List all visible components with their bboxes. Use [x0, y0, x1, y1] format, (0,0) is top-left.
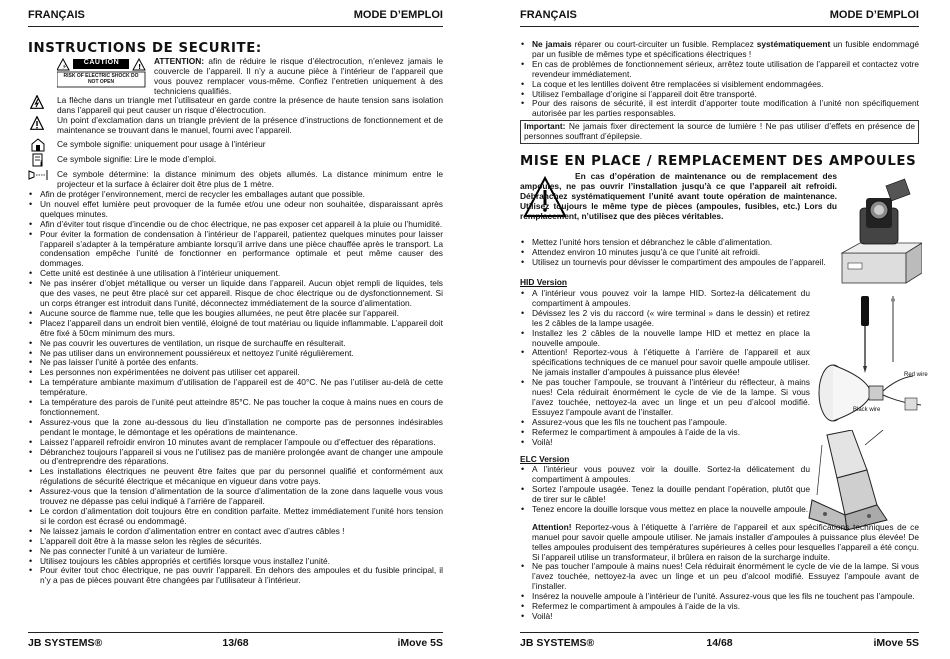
hid-lamp-illustration [813, 358, 923, 433]
minimum-distance-icon [28, 168, 50, 186]
footer-brand: JB SYSTEMS® [28, 637, 103, 649]
section-title: INSTRUCTIONS DE SECURITE: [28, 41, 262, 56]
black-wire-label: Black wire [853, 407, 881, 413]
list-item: • En cas de problèmes de fonctionnement sérieux, arrêtez toute utilisation de l’appareil et contactez votre revendeur immédiatement. [520, 60, 919, 80]
list-item: • Refermez le compartiment à ampoules à l’aide de la vis. [520, 602, 919, 612]
important-label: Important: [524, 121, 566, 132]
list-item: • Pour éviter tout choc électrique, ne pas ouvrir l’appareil. En dehors des ampoules et du fusible principal, il n’y a pas de pièces pouvant être changées par l’utilisateur à l’intérieur. [28, 566, 443, 586]
header-language: FRANÇAIS [520, 9, 577, 21]
list-item: • Sortez l’ampoule usagée. Tenez la douille pendant l’opération, plutôt que de tirer sur le câble! [520, 485, 810, 505]
caution-label: CAUTION [83, 59, 120, 66]
page-footer [520, 632, 919, 649]
elc-bullet-list [520, 465, 810, 515]
page-header [28, 9, 443, 27]
list-item: • Ne pas utiliser dans un environnement poussiéreux et nettoyez l’unité régulièrement. [28, 349, 443, 359]
safety-bullet-list [28, 190, 443, 586]
caution-subtext: RISK OF ELECTRIC SHOCK DO NOT OPEN [63, 73, 139, 85]
list-item: • Assurez-vous que la tension d’alimentation de la source d’alimentation de la zone dans laquelle vous vous trouvez ne dépasse pas celui indiqué à l’arrière de l’appareil. [28, 487, 443, 507]
attention-paragraph [154, 57, 443, 97]
elc-attention-label: Attention! [532, 522, 572, 532]
list-item: • Ne pas toucher l’ampoule, se trouvant à l’intérieur du réflecteur, à mains nues! Cela réduirait énormément le cycle de vie de la lampe. Si vous l’avez touchée, nettoyez-la avec un linge et un peu d’alcool modifié. Essuyez l’ampoule avant de l’installer. [520, 378, 810, 418]
list-item: • Voilà! [520, 612, 919, 622]
list-item: • Assurez-vous que la zone au-dessous du lieu d’installation ne comporte pas de personnes indésirables pendant le montage, le démontage et les opérations de maintenance. [28, 418, 443, 438]
list-item: • Utilisez un tournevis pour dévisser le compartiment des ampoules de l’appareil. [520, 258, 837, 268]
list-item: • Attention! Reportez-vous à l’étiquette à l’arrière de l’appareil et aux spécifications techniques de ce manuel pour savoir quelle ampoule utiliser. Ne jamais installer d’ampoules à puissance plus élevée! [520, 348, 810, 378]
header-section: MODE D’EMPLOI [829, 9, 919, 21]
footer-page-number: 13/68 [222, 637, 249, 649]
list-item: • Mettez l’unité hors tension et débranchez le câble d’alimentation. [520, 238, 837, 248]
list-item: • Le cordon d’alimentation doit toujours être en condition parfaite. Mettez immédiatement l’unité hors tension si le cordon est écrasé ou endommagé. [28, 507, 443, 527]
indoor-symbol-text: Ce symbole signifie: uniquement pour usage à l’intérieur [57, 139, 266, 149]
header-section: MODE D’EMPLOI [353, 9, 443, 21]
list-item: • A l’intérieur vous pouvez voir la lampe HID. Sortez-la délicatement du compartiment à ampoules. [520, 289, 810, 309]
page-header [520, 9, 919, 27]
list-item: • Laissez l’appareil refroidir environ 10 minutes avant de remplacer l’ampoule ou d’effectuer des réparations. [28, 438, 443, 448]
list-item: • La température des parois de l’unité peut atteindre 85°C. Ne pas toucher la coque à mains nues en cours de fonctionnement. [28, 398, 443, 418]
maintenance-warning: En cas d’opération de maintenance ou de remplacement des ampoules, ne pas ouvrir l’installation jusqu’à ce que l’appareil ait refroidi. Débranchez systématiquement l’unité avant toute opération de maintenance. Utilisez toujours le même type de pièces (ampoules, fusibles, etc.) Lors du remplacement, n’utilisez que des pièces véritables. [520, 171, 837, 221]
list-item: • Les installations électriques ne peuvent être faites que par du personnel qualifié et conformément aux régulations de sécurité électrique et mécanique en vigueur dans votre pays. [28, 467, 443, 487]
list-item: • La coque et les lentilles doivent être remplacées si visiblement endommagées. [520, 80, 919, 90]
page-footer [28, 632, 443, 649]
footer-page-number: 14/68 [706, 637, 733, 649]
list-item: • Ne pas connecter l’unité à un variateur de lumière. [28, 547, 443, 557]
footer-brand: JB SYSTEMS® [520, 637, 595, 649]
list-item: • Cette unité est destinée à une utilisation à l’intérieur uniquement. [28, 269, 443, 279]
elc-version-title: ELC Version [520, 454, 570, 464]
elc-attention-paragraph: Attention! Reportez-vous à l’étiquette à l’arrière de l’appareil et aux spécifications techniques de ce manuel pour savoir quelle ampoule utiliser. Ne jamais installer d’ampoules à puissance plus élevée! De telles ampoules produisent des températures supérieures à celles pour lesquelles l’appareil a été conçu. Si l’appareil utilise un transformateur, il brûlera en raison de la surcharge induite. [532, 522, 919, 562]
list-item: • La température ambiante maximum d’utilisation de l’appareil est de 40°C. Ne pas l’utiliser au-delà de cette température. [28, 378, 443, 398]
section-title-lamps: MISE EN PLACE / REMPLACEMENT DES AMPOULES [520, 154, 917, 169]
list-item: • Dévissez les 2 vis du raccord (« wire terminal » dans le dessin) et retirez les 2 câbles de la lampe usagée. [520, 309, 810, 329]
list-item: • Débranchez toujours l’appareil si vous ne l’utilisez pas de manière prolongée avant de changer une ampoule ou d’entreprendre des réparations. [28, 448, 443, 468]
list-item: • Les personnes non expérimentées ne doivent pas utiliser cet appareil. [28, 368, 443, 378]
list-item: • Un nouvel effet lumière peut provoquer de la fumée et/ou une odeur non souhaitée, disparaissant après quelques minutes. [28, 200, 443, 220]
list-item: • Ne pas couvrir les ouvertures de ventilation, un risque de surchauffe en résulterait. [28, 339, 443, 349]
list-item: • Installez les 2 câbles de la nouvelle lampe HID et mettez en place la nouvelle ampoule. [520, 329, 810, 349]
header-language: FRANÇAIS [28, 9, 85, 21]
list-item: • Utilisez toujours les câbles appropriés et certifiés lorsque vous installez l’unité. [28, 557, 443, 567]
hid-version-title: HID Version [520, 277, 568, 287]
manual-symbol-text: Ce symbole signifie: Lire le mode d’emploi. [57, 154, 217, 164]
list-item: • L’appareil doit être à la masse selon les règles de sécurités. [28, 537, 443, 547]
svg-text:⚡: ⚡ [62, 63, 67, 71]
hid-bullet-list [520, 289, 810, 448]
svg-text:i: i [40, 160, 43, 167]
moving-head-illustration [840, 178, 922, 295]
important-text: Ne jamais fixer directement la source de lumière ! Ne pas utiliser d’effets en présence de personnes souffrant d’épilepsie. [524, 121, 915, 142]
list-item: • Ne jamais réparer ou court-circuiter un fusible. Remplacez systématiquement un fusible endommagé par un fusible de mêmes type et spécifications électriques ! [520, 40, 919, 60]
elc-bullet-list-2 [520, 562, 919, 621]
attention-label: ATTENTION: [154, 56, 205, 66]
top-bullet-list [520, 40, 919, 144]
list-item: • Attendez environ 10 minutes jusqu’à ce que l’unité ait refroidi. [520, 248, 837, 258]
list-item: • Ne laissez jamais le cordon d’alimentation entrer en contact avec d’autres câbles ! [28, 527, 443, 537]
list-item: • Ne pas laisser l’unité à portée des enfants. [28, 358, 443, 368]
footer-model: iMove 5S [397, 637, 443, 649]
list-item: • Tenez encore la douille lorsque vous mettez en place la nouvelle ampoule. [520, 505, 810, 515]
svg-text:!: ! [138, 63, 142, 71]
list-item: • Voilà! [520, 438, 810, 448]
list-item: • Afin d’éviter tout risque d’incendie ou de choc électrique, ne pas exposer cet appareil à la pluie ou l’humidité. [28, 220, 443, 230]
lightning-triangle-icon [30, 95, 44, 114]
important-notice [520, 120, 919, 144]
exclamation-triangle-icon [30, 116, 44, 135]
list-item: • Afin de protéger l’environnement, merci de recycler les emballages autant que possible. [28, 190, 443, 200]
list-item: • A l’intérieur vous pouvez voir la douille. Sortez-la délicatement du compartiment à ampoules. [520, 465, 810, 485]
page-right [475, 0, 950, 659]
red-wire-label: Red wire [904, 372, 928, 378]
list-item: • Assurez-vous que les fils ne touchent pas l’ampoule. [520, 418, 810, 428]
list-item: • Pour éviter la formation de condensation à l’intérieur de l’appareil, patientez quelques minutes pour laisser l’appareil s’adapter à la température ambiante lorsqu’il arrive dans une pièce chauffée après le transport. La condensation empêche l’unité de fonctionner en performance optimale et peut même causer des dommages. [28, 230, 443, 270]
list-item: • Ne pas insérer d’objet métallique ou verser un liquide dans l’appareil. Aucun objet rempli de liquides, tels que des vases, ne peut être placé sur cet appareil. Risque de choc électrique ou de dysfonctionnement. Si un corps étranger est introduit dans l’unité, déconnectez immédiatement de la source d’alimentation. [28, 279, 443, 309]
list-item: • Ne pas toucher l’ampoule à mains nues! Cela réduirait énormément le cycle de vie de la lampe. Si vous l’avez touchée, nettoyez-la avec un linge et un peu d’alcool modifié. Essuyez l’ampoule avant de l’installer. [520, 562, 919, 592]
list-item: • Aucune source de flamme nue, telle que les bougies allumées, ne peut être placée sur l’appareil. [28, 309, 443, 319]
list-item: • Pour des raisons de sécurité, il est interdit d’apporter toute modification à l’unité non spécifiquement autorisée par les parties responsables. [520, 99, 919, 119]
preparation-bullet-list [520, 238, 837, 268]
list-item: • Placez l’appareil dans un endroit bien ventilé, éloigné de tout matériau ou liquide inflammable. L’appareil doit être fixé à 50cm minimum des murs. [28, 319, 443, 339]
exclamation-warning-text: Un point d’exclamation dans un triangle prévient de la présence d’instructions de fonctionnement et de maintenance se trouvant dans le manuel, fourni avec l’appareil. [57, 115, 443, 135]
attention-text: afin de réduire le risque d’électrocution, n’enlevez jamais le couvercle de l’appareil. Il n’y a aucune pièce à l’intérieur de l’appareil que vous pouvez remplacer vous-même. Confiez l’entretien uniquement à des techniciens qualifiés. [154, 56, 443, 96]
footer-model: iMove 5S [873, 637, 919, 649]
flash-warning-text: La flèche dans un triangle met l’utilisateur en garde contre la présence de haute tension sans isolation dans l’appareil qui peut causer un risque d’électrocution. [57, 95, 443, 115]
list-item: • Refermez le compartiment à ampoules à l’aide de la vis. [520, 428, 810, 438]
distance-symbol-text: Ce symbole détermine: la distance minimum des objets allumés. La distance minimum entre le projecteur et la surface à éclairer doit être plus de 1 mètre. [57, 169, 443, 189]
list-item: • Insérez la nouvelle ampoule à l’intérieur de l’unité. Assurez-vous que les fils ne touchent pas l’ampoule. [520, 592, 919, 602]
list-item: • Utilisez l’emballage d’origine si l’appareil doit être transporté. [520, 90, 919, 100]
